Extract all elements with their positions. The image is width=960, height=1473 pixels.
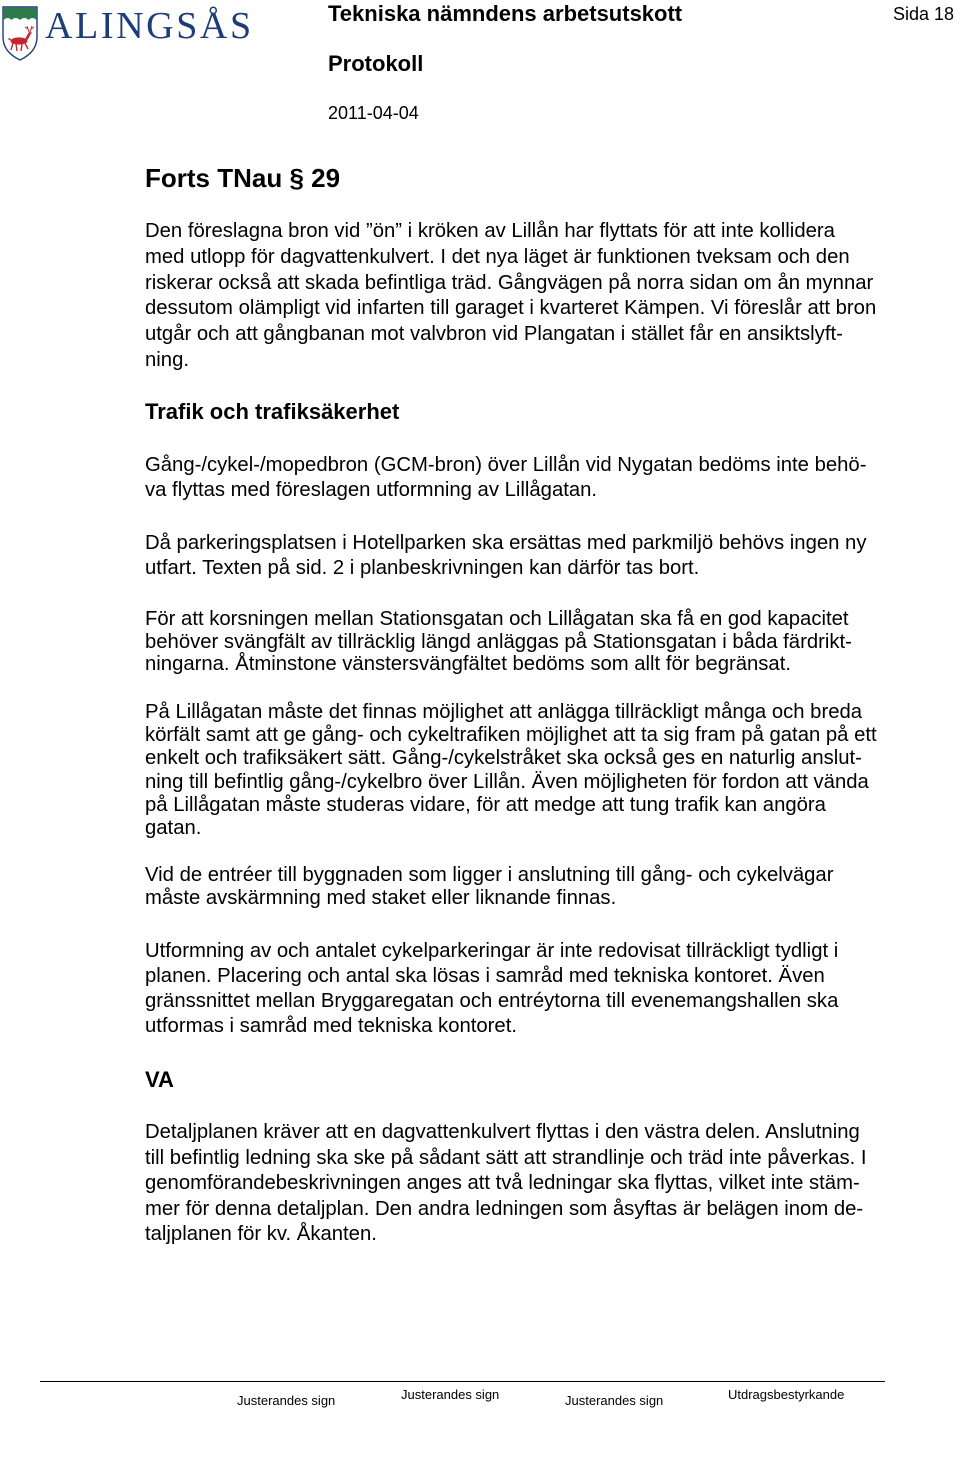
committee-title: Tekniska nämndens arbetsutskott [328, 1, 683, 26]
text-line: utgår och att gångbanan mot valvbron vid Plangatan i stället får en ansiktslyft- [145, 323, 843, 346]
footer-sign-cell: Justerandes sign [237, 1393, 336, 1408]
text-line: ning till befintlig gång-/cykelbro över Lillån. Även möjligheten för fordon att vända [145, 770, 869, 793]
paragraph-traffic-5 [145, 864, 833, 910]
text-line: utformas i samråd med tekniska kontoret. [145, 1015, 517, 1038]
page-number: Sida 18 [893, 4, 955, 24]
paragraph-traffic-6 [145, 939, 838, 1039]
text-line: Den föreslagna bron vid ”ön” i kröken av Lillån har flyttats för att inte kollidera [145, 220, 835, 242]
heading-traffic: Trafik och trafiksäkerhet [145, 399, 400, 424]
text-line: planen. Placering och antal ska lösas i samråd med tekniska kontoret. Även [145, 965, 825, 988]
paragraph-va [145, 1120, 867, 1248]
footer-divider [40, 1381, 885, 1382]
text-line: gatan. [145, 817, 202, 840]
text-line: ning. [145, 348, 189, 371]
footer-sign-cell: Justerandes sign [565, 1393, 664, 1408]
text-line: till befintlig ledning ska ske på sådant sätt att strandlinje och träd inte påverkas. I [145, 1146, 867, 1169]
text-line: måste avskärmning med staket eller liknande finnas. [145, 887, 617, 910]
text-line: Gång-/cykel-/mopedbron (GCM-bron) över Lillån vid Nygatan bedöms inte behö- [145, 454, 867, 476]
text-line: Detaljplanen kräver att en dagvattenkulvert flyttas i den västra delen. Anslutning [145, 1121, 860, 1143]
text-line: För att korsningen mellan Stationsgatan och Lillågatan ska få en god kapacitet [145, 608, 849, 630]
paragraph-traffic-1 [145, 453, 866, 503]
text-line: behöver svängfält av tillräcklig längd anläggas på Stationsgatan i båda färdrikt- [145, 630, 852, 653]
text-line: ningarna. Åtminstone vänstersvängfältet bedöms som allt för begränsat. [145, 653, 791, 676]
text-line: med utlopp för dagvattenkulvert. I det nya läget är funktionen tveksam och den [145, 245, 850, 268]
paragraph-intro [145, 219, 876, 374]
text-line: va flyttas med föreslagen utformning av Lillågatan. [145, 479, 598, 501]
text-line: Då parkeringsplatsen i Hotellparken ska ersättas med parkmiljö behövs ingen ny [145, 532, 867, 554]
footer-certification-cell: Utdragsbestyrkande [728, 1387, 845, 1402]
text-line: utfart. Texten på sid. 2 i planbeskrivningen kan därför tas bort. [145, 557, 700, 579]
paragraph-traffic-4 [145, 701, 877, 840]
text-line: dessutom olämpligt vid infarten till garaget i kvarteret Kämpen. Vi föreslår att bron [145, 297, 877, 320]
footer-sign-cell: Justerandes sign [401, 1387, 500, 1402]
paragraph-traffic-2 [145, 531, 866, 581]
document-date: 2011-04-04 [328, 103, 419, 123]
document-type: Protokoll [328, 51, 424, 76]
text-line: enkelt och trafiksäkert sätt. Gång-/cykelstråket ska också ges en naturlig anslut- [145, 747, 862, 770]
text-line: taljplanen för kv. Åkanten. [145, 1223, 377, 1245]
text-line: riskerar också att skada befintliga träd. Gångvägen på norra sidan om ån mynnar [145, 271, 874, 294]
text-line: Vid de entréer till byggnaden som ligger i anslutning till gång- och cykelvägar [145, 864, 834, 886]
logo-wordmark: ALINGSÅS [45, 5, 254, 47]
text-line: körfält samt att ge gång- och cykeltrafiken möjlighet att ta sig fram på gatan på ett [145, 724, 877, 747]
section-title: Forts TNau § 29 [145, 163, 341, 193]
text-line: mer för denna detaljplan. Den andra ledningen som åsyftas är belägen inom de- [145, 1197, 864, 1220]
paragraph-traffic-3 [145, 608, 852, 676]
heading-va: VA [145, 1067, 174, 1092]
text-line: genomförandebeskrivningen anges att två ledningar ska flyttas, vilket inte stäm- [145, 1172, 860, 1194]
coat-of-arms-icon [0, 4, 40, 62]
text-line: Utformning av och antalet cykelparkeringar är inte redovisat tillräckligt tydligt i [145, 940, 839, 962]
text-line: På Lillågatan måste det finnas möjlighet att anlägga tillräckligt många och breda [145, 701, 863, 723]
text-line: gränssnittet mellan Bryggaregatan och entréytorna till evenemangshallen ska [145, 990, 839, 1013]
text-line: på Lillågatan måste studeras vidare, för att medge att tung trafik kan angöra [145, 793, 826, 816]
